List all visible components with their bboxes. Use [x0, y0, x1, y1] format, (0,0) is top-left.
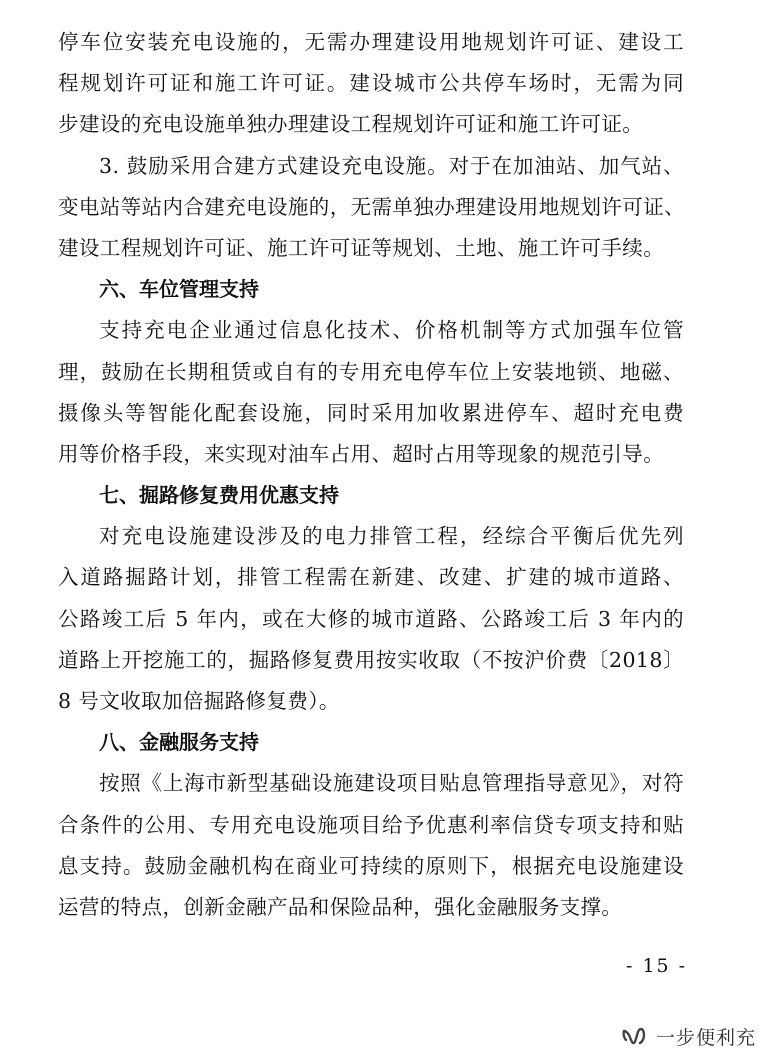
- text-line: 公路竣工后 5 年内，或在大修的城市道路、公路竣工后 3 年内的: [58, 606, 684, 631]
- text-line: 3. 鼓励采用合建方式建设充电设施。对于在加油站、加气站、: [99, 153, 684, 178]
- text-line: 停车位安装充电设施的，无需办理建设用地规划许可证、建设工: [58, 30, 684, 54]
- section-heading-finance: 八、金融服务支持: [99, 730, 259, 755]
- text-line: 入道路掘路计划，排管工程需在新建、改建、扩建的城市道路、: [58, 565, 684, 590]
- text-line: 理，鼓励在长期租赁或自有的专用充电停车位上安装地锁、地磁、: [58, 359, 684, 384]
- watermark: [620, 1020, 756, 1052]
- section-heading-parking: 六、车位管理支持: [99, 277, 259, 302]
- document-body: [58, 22, 684, 928]
- text-line: 合条件的公用、专用充电设施项目给予优惠利率信贷专项支持和贴: [58, 812, 684, 837]
- text-line: 道路上开挖施工的，掘路修复费用按实收取（不按沪价费〔2018〕: [58, 647, 684, 672]
- text-line: 运营的特点，创新金融产品和保险品种，强化金融服务支撑。: [58, 894, 623, 919]
- text-line: 支持充电企业通过信息化技术、价格机制等方式加强车位管: [99, 318, 684, 343]
- text-line: 摄像头等智能化配套设施，同时采用加收累进停车、超时充电费: [58, 400, 684, 425]
- text-line: 建设工程规划许可证、施工许可证等规划、土地、施工许可手续。: [58, 235, 665, 260]
- text-line: 8 号文收取加倍掘路修复费）。: [58, 689, 340, 713]
- text-line: 步建设的充电设施单独办理建设工程规划许可证和施工许可证。: [58, 112, 644, 137]
- text-line: 按照《上海市新型基础设施建设项目贴息管理指导意见》，对符: [99, 771, 684, 796]
- wechat-channel-icon: [620, 1022, 648, 1050]
- text-line: 变电站等站内合建充电设施的，无需单独办理建设用地规划许可证、: [58, 194, 685, 219]
- text-line: 对充电设施建设涉及的电力排管工程，经综合平衡后优先列: [99, 524, 684, 549]
- page-number: - 15 -: [626, 955, 688, 977]
- text-line: 用等价格手段，来实现对油车占用、超时占用等现象的规范引导。: [58, 441, 665, 466]
- text-line: 息支持。鼓励金融机构在商业可持续的原则下，根据充电设施建设: [58, 853, 684, 878]
- text-line: 程规划许可证和施工许可证。建设城市公共停车场时，无需为同: [58, 71, 684, 96]
- section-heading-road-repair: 七、掘路修复费用优惠支持: [99, 483, 339, 508]
- watermark-text: 一步便利充: [656, 1026, 757, 1049]
